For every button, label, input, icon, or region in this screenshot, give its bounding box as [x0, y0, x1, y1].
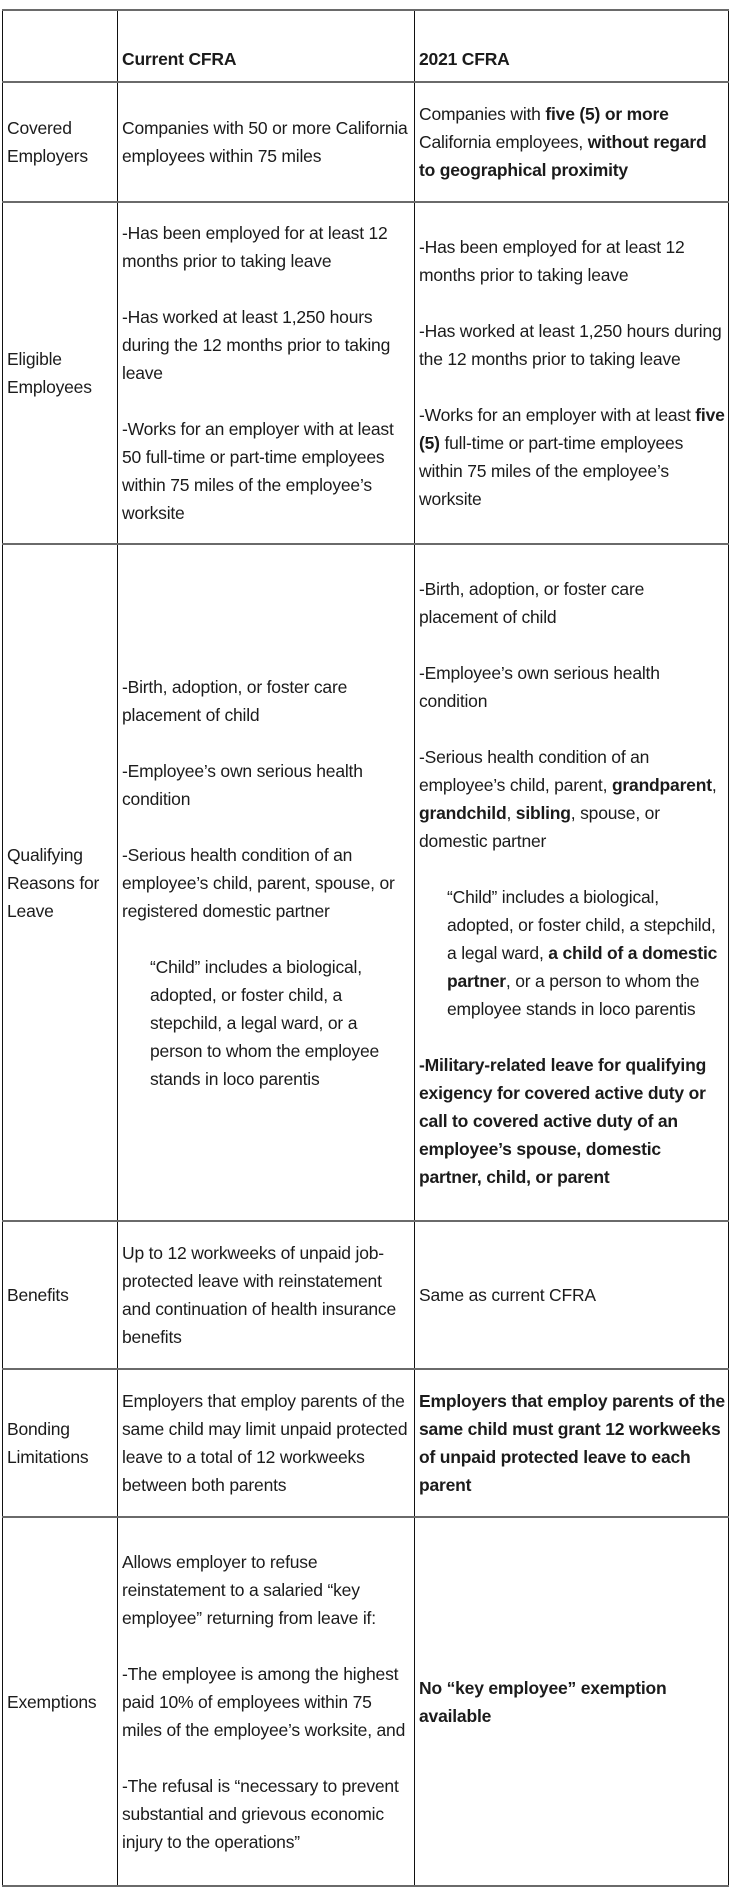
cell-paragraph	[122, 303, 411, 387]
current-cfra-cell	[118, 82, 415, 202]
text: Companies with	[419, 104, 546, 124]
cell-paragraph	[122, 219, 411, 275]
bold-text: five (5) or more	[545, 104, 669, 124]
cell-paragraph	[419, 233, 725, 289]
cell-paragraph	[419, 659, 725, 715]
text: -Serious health condition of an employee’s child, parent,	[419, 746, 650, 795]
new-cfra-cell	[415, 1221, 729, 1369]
current-cfra-cell	[118, 1369, 415, 1517]
text: -Works for an employer with at least	[419, 405, 696, 425]
new-cfra-cell	[415, 544, 729, 1221]
text: Up to 12 workweeks of unpaid job-protected leave with reinstatement and continuation of health insurance benefits	[122, 1243, 396, 1347]
cell-paragraph	[419, 1674, 725, 1730]
header-current-cfra: Current CFRA	[118, 10, 415, 82]
header-row	[3, 10, 729, 82]
text: Allows employer to refuse reinstatement to a salaried “key employee” returning from leave if:	[122, 1551, 376, 1628]
indented-note	[419, 883, 725, 1023]
text: , or a person to whom the employee stands in loco parentis	[447, 970, 700, 1019]
indented-note	[122, 953, 411, 1093]
row-label: Benefits	[3, 1221, 118, 1369]
text: Employers that employ parents of the same child may limit unpaid protected leave to a total of 12 workweeks between both parents	[122, 1391, 408, 1495]
bold-text: -Military-related leave for qualifying exigency for covered active duty or call to covered active duty of an employee’s spouse, domestic partner, child, or parent	[419, 1054, 707, 1187]
cell-paragraph	[122, 841, 411, 925]
current-cfra-cell	[118, 1221, 415, 1369]
header-blank-cell	[3, 10, 118, 82]
table-row	[3, 1517, 729, 1886]
text: full-time or part-time employees within 75 miles of the employee’s worksite	[419, 433, 684, 509]
bold-text: without regard to geographical proximity	[419, 132, 707, 180]
cell-paragraph	[122, 1387, 411, 1499]
text: -Works for an employer with at least 50 full-time or part-time employees within 75 miles of the employee’s worksite	[122, 419, 394, 523]
row-label: Eligible Employees	[3, 202, 118, 544]
cell-paragraph	[419, 743, 725, 855]
text: -The employee is among the highest paid 10% of employees within 75 miles of the employee’s worksite, and	[122, 1663, 406, 1740]
cell-paragraph	[122, 1239, 411, 1351]
row-label: Covered Employers	[3, 82, 118, 202]
text: , spouse, or domestic partner	[419, 802, 660, 851]
cell-paragraph	[419, 1281, 725, 1309]
new-cfra-cell	[415, 1369, 729, 1517]
bold-text: a child of a domestic partner	[447, 942, 718, 991]
text: “Child” includes a biological, adopted, or foster child, a stepchild, a legal ward, or a person to whom the employee stands in loco parentis	[150, 956, 380, 1089]
text: California employees,	[419, 132, 588, 152]
cell-paragraph	[122, 673, 411, 729]
text: -Employee’s own serious health condition	[122, 760, 363, 809]
text: -Has been employed for at least 12 months prior to taking leave	[419, 237, 685, 285]
new-cfra-cell	[415, 1517, 729, 1886]
text: Companies with 50 or more California employees within 75 miles	[122, 118, 408, 166]
table-row	[3, 202, 729, 544]
header-2021-cfra: 2021 CFRA	[415, 10, 729, 82]
new-cfra-cell	[415, 82, 729, 202]
bold-text: grandparent	[611, 774, 712, 795]
cell-paragraph	[122, 1772, 411, 1856]
current-cfra-cell	[118, 1517, 415, 1886]
text: -Employee’s own serious health condition	[419, 662, 660, 711]
cell-paragraph	[122, 1660, 411, 1744]
text: Same as current CFRA	[419, 1285, 596, 1305]
bold-text: sibling	[515, 802, 571, 823]
text: -The refusal is “necessary to prevent substantial and grievous economic injury to the operations”	[122, 1775, 399, 1852]
text: -Has worked at least 1,250 hours during the 12 months prior to taking leave	[122, 307, 391, 383]
cell-paragraph	[122, 114, 411, 170]
table-row	[3, 1221, 729, 1369]
text: ,	[711, 774, 717, 795]
row-label: Bonding Limitations	[3, 1369, 118, 1517]
cell-paragraph	[122, 1548, 411, 1632]
cell-paragraph	[419, 100, 725, 184]
row-label: Qualifying Reasons for Leave	[3, 544, 118, 1221]
text: -Has worked at least 1,250 hours during the 12 months prior to taking leave	[419, 321, 722, 369]
text: -Birth, adoption, or foster care placement of child	[122, 676, 348, 725]
cfra-comparison-table	[2, 9, 729, 1887]
text: -Serious health condition of an employee’s child, parent, spouse, or registered domestic partner	[122, 844, 395, 921]
cell-paragraph	[122, 757, 411, 813]
bold-text: Employers that employ parents of the same child must grant 12 workweeks of unpaid protected leave to each parent	[419, 1391, 725, 1495]
text: -Birth, adoption, or foster care placement of child	[419, 578, 645, 627]
table-row	[3, 82, 729, 202]
row-label: Exemptions	[3, 1517, 118, 1886]
new-cfra-cell	[415, 202, 729, 544]
bold-text: No “key employee” exemption available	[419, 1677, 667, 1726]
current-cfra-cell	[118, 202, 415, 544]
current-cfra-cell	[118, 544, 415, 1221]
table-row	[3, 1369, 729, 1517]
cell-paragraph	[419, 317, 725, 373]
bold-text: grandchild	[419, 802, 507, 823]
cell-paragraph	[419, 575, 725, 631]
text: -Has been employed for at least 12 months prior to taking leave	[122, 223, 388, 271]
text: “Child” includes a biological, adopted, or foster child, a stepchild, a legal ward,	[447, 886, 716, 963]
cell-paragraph	[419, 401, 725, 513]
bold-text: five (5)	[419, 405, 725, 453]
cell-paragraph	[122, 415, 411, 527]
cell-paragraph	[419, 1387, 725, 1499]
text: ,	[506, 802, 516, 823]
table-row	[3, 544, 729, 1221]
cell-paragraph	[419, 1051, 725, 1191]
